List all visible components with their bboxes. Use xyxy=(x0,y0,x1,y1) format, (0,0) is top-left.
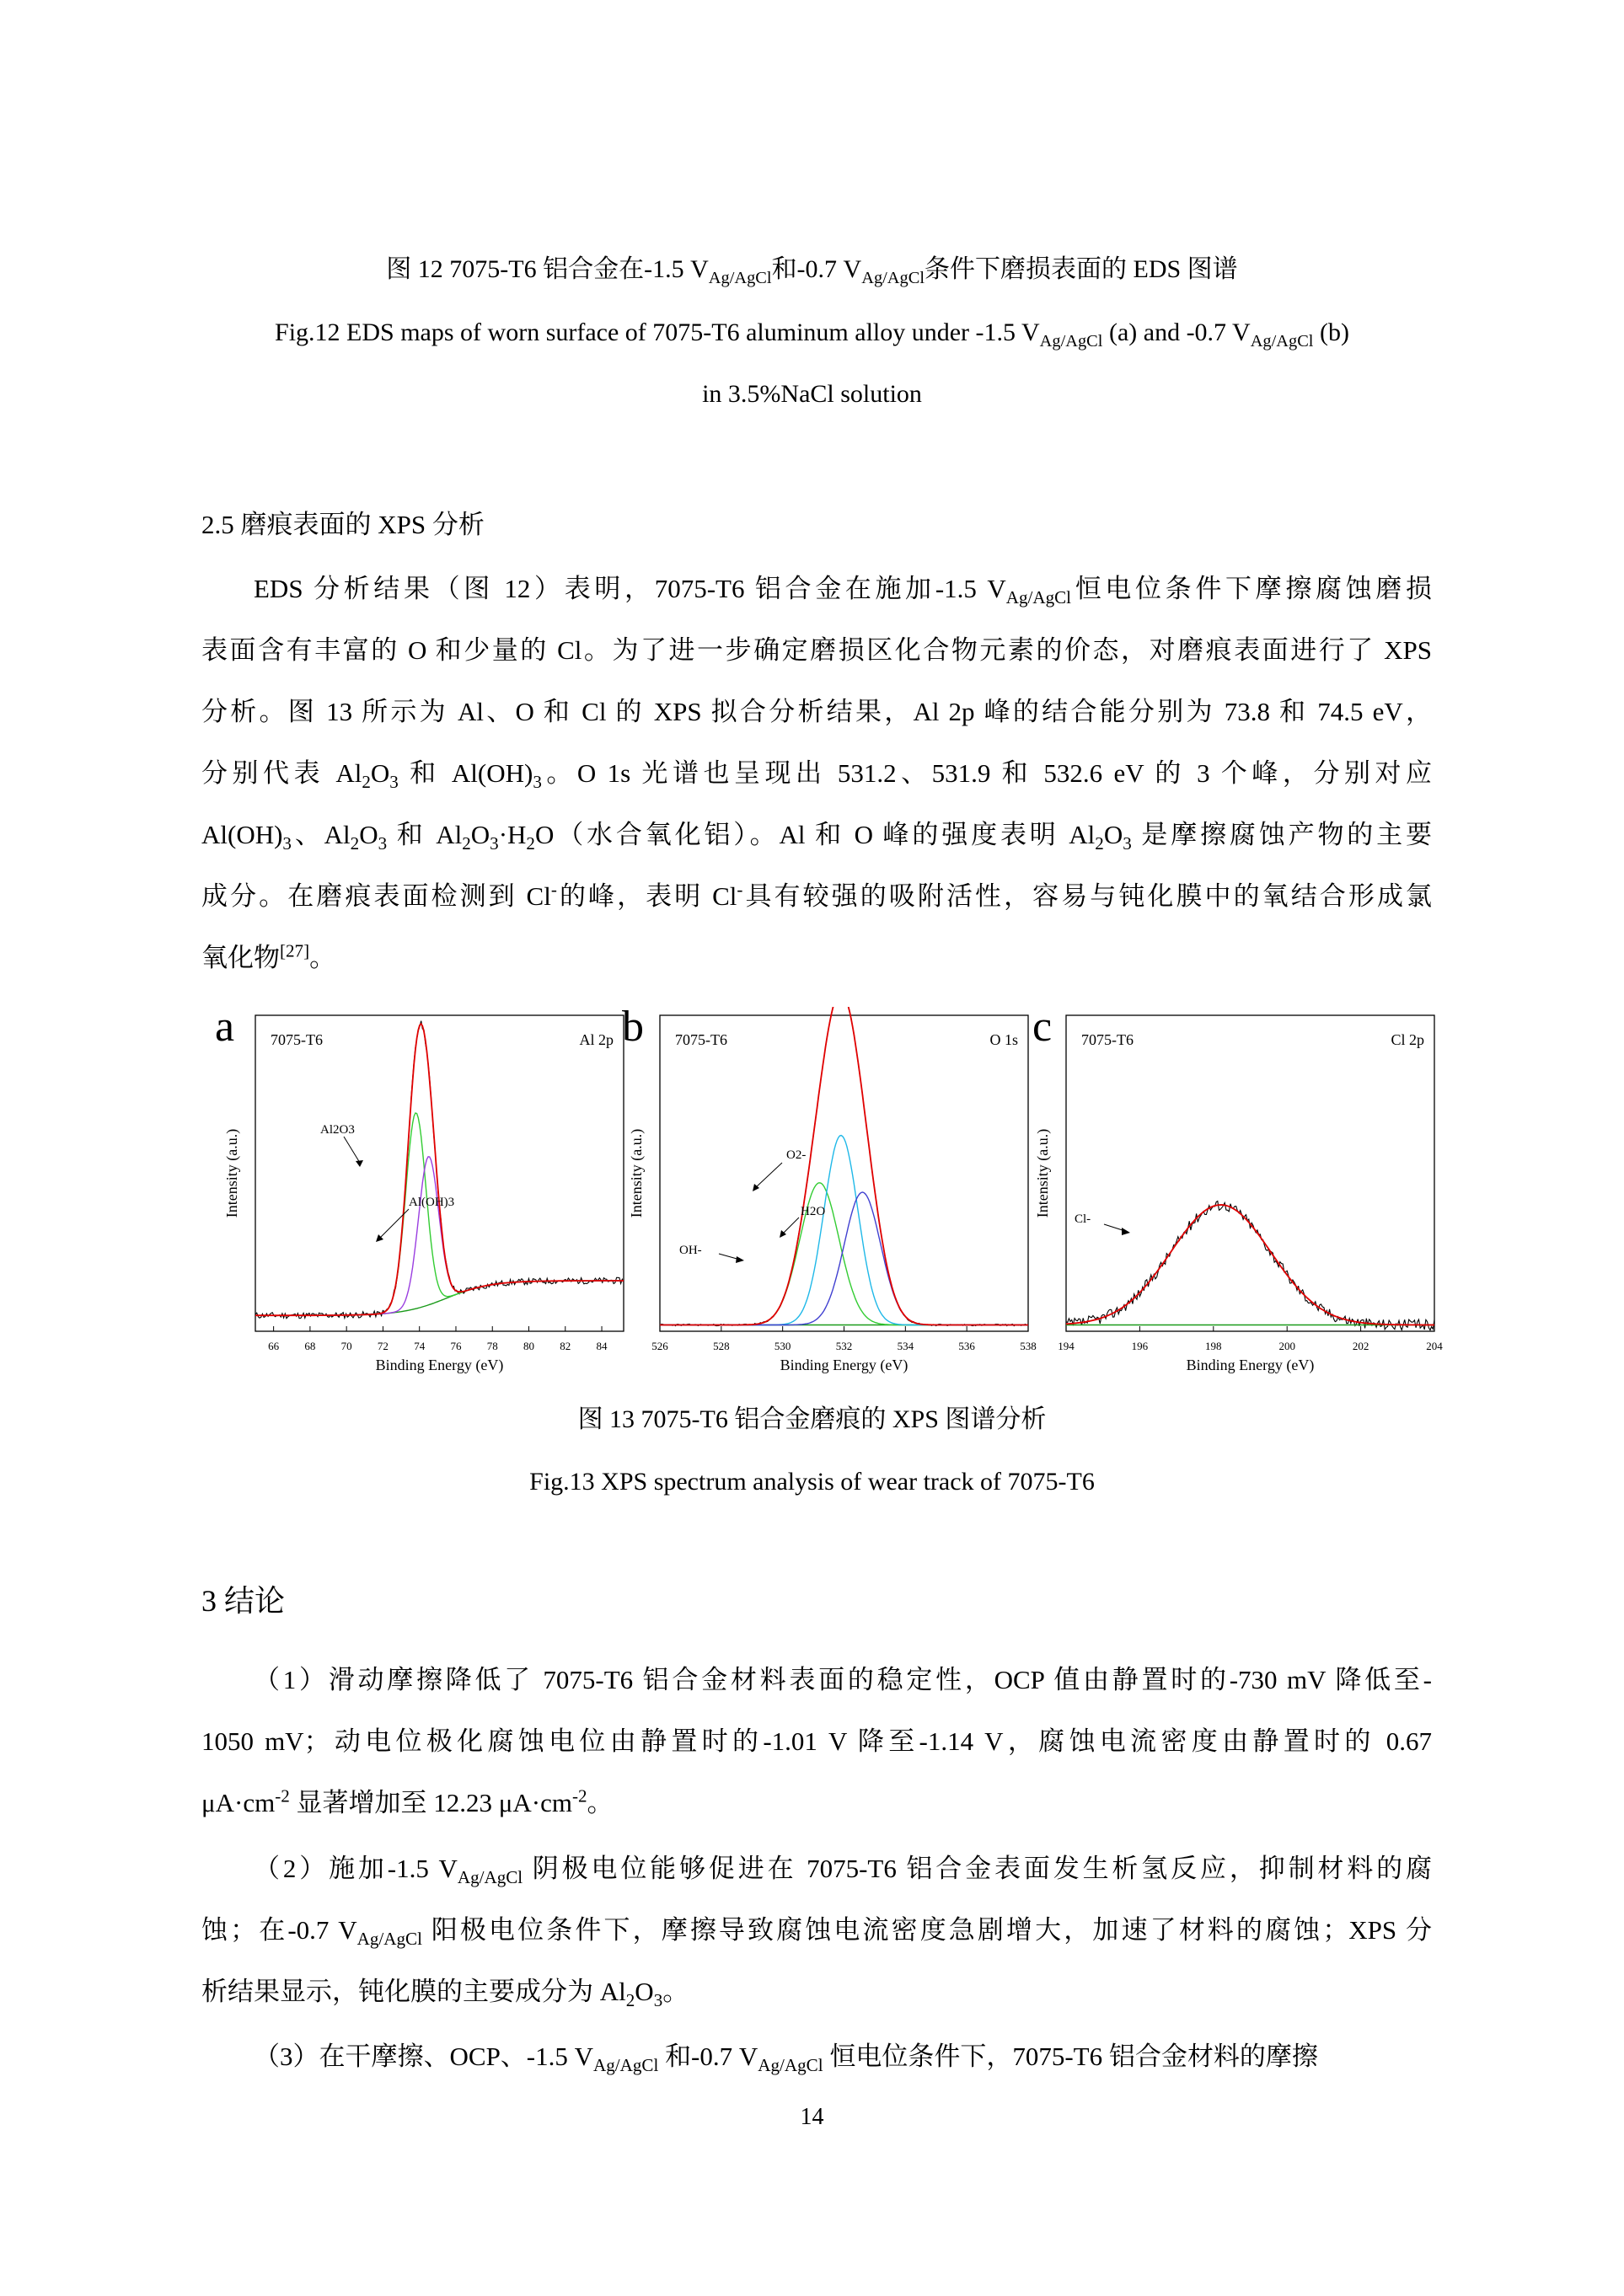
subscript: 2 xyxy=(1095,833,1104,854)
text-line xyxy=(201,1838,1432,1899)
text-run: O xyxy=(635,1977,654,2006)
text-line xyxy=(201,1899,1432,1961)
text-run: 和 Al(OH) xyxy=(398,758,533,788)
xps-cl2p-chart xyxy=(1032,1007,1445,1378)
panel-letter: a xyxy=(215,1007,235,1051)
text-run: EDS 分析结果（图 12）表明，7075-T6 铝合金在施加-1.5 V xyxy=(254,574,1006,603)
subscript: 2 xyxy=(625,1990,635,2011)
text-run: μA·cm xyxy=(201,1788,276,1817)
x-tick-label: 72 xyxy=(377,1340,389,1352)
text-line xyxy=(201,1772,1432,1833)
fig12-caption-cn: 图 12 7075-T6 铝合金在-1.5 $V_{Ag/AgCl}$和-0.7 $V_{Ag/AgCl}$条件下磨损表面的 EDS 图谱 xyxy=(386,255,1238,287)
text-line xyxy=(201,1961,1432,2022)
subscript: Ag/AgCl xyxy=(457,1867,523,1888)
page-number: 14 xyxy=(800,2104,824,2130)
envelope-line xyxy=(660,1007,1028,1325)
supscript: -2 xyxy=(571,1785,587,1806)
region-label: Cl 2p xyxy=(1391,1031,1424,1048)
xps-al2p-chart xyxy=(202,1007,640,1378)
x-tick-label: 80 xyxy=(523,1340,535,1352)
x-tick-label: 538 xyxy=(1020,1340,1037,1352)
peak-line-1 xyxy=(255,1157,624,1315)
x-tick-label: 66 xyxy=(268,1340,280,1352)
text-run: O xyxy=(359,820,378,849)
fig13-caption-cn: 图 13 7075-T6 铝合金磨痕的 XPS 图谱分析 xyxy=(577,1405,1047,1433)
peak-line-1 xyxy=(660,1136,1028,1325)
text-line xyxy=(201,619,1432,681)
arrow-head xyxy=(356,1160,363,1167)
xps-panel-b xyxy=(622,1007,1043,1382)
text-run: O（水合氧化铝）。Al 和 O 峰的强度表明 Al xyxy=(534,820,1096,849)
text-line xyxy=(201,558,1432,619)
text-run: （2）施加-1.5 V xyxy=(254,1854,458,1883)
text-run: O xyxy=(370,758,390,788)
supscript: - xyxy=(550,879,557,900)
subscript: Ag/AgCl xyxy=(1005,587,1072,608)
peak-annotation: OH- xyxy=(679,1244,702,1257)
x-tick-label: 204 xyxy=(1426,1340,1443,1352)
peak-annotation: H2O xyxy=(801,1205,826,1218)
x-tick-label: 536 xyxy=(958,1340,975,1352)
subscript: Ag/AgCl xyxy=(356,1929,422,1950)
conclusion-3 xyxy=(201,2026,1432,2087)
text-run: 1050 mV；动电位极化腐蚀电位由静置时的-1.01 V 降至-1.14 V，腐蚀电流密度由静置时的 0.67 xyxy=(201,1726,1432,1756)
x-tick-label: 84 xyxy=(596,1340,608,1352)
text-run: 。 xyxy=(587,1788,614,1817)
raw-spectrum-line xyxy=(255,1021,624,1319)
background-line xyxy=(255,1281,624,1315)
subscript: Ag/AgCl xyxy=(593,2055,659,2076)
text-run: 具有较强的吸附活性，容易与钝化膜中的氧结合形成氯 xyxy=(742,881,1433,911)
text-run: 、Al xyxy=(291,820,351,849)
fig13-caption-en: Fig.13 XPS spectrum analysis of wear track of 7075-T6 xyxy=(529,1468,1095,1496)
text-run: ·H xyxy=(498,820,527,849)
x-tick-label: 74 xyxy=(414,1340,426,1352)
plot-frame xyxy=(1066,1015,1434,1331)
xps-panel-c xyxy=(1032,1007,1445,1382)
subscript: 2 xyxy=(526,833,535,854)
x-tick-label: 68 xyxy=(304,1340,316,1352)
text-run: O xyxy=(1103,820,1123,849)
y-axis-label: Intensity (a.u.) xyxy=(628,1128,645,1218)
text-run: 蚀；在-0.7 V xyxy=(201,1915,357,1945)
annotation-arrow xyxy=(379,1209,409,1239)
y-axis-label: Intensity (a.u.) xyxy=(223,1128,240,1218)
text-run: 阴极电位能够促进在 7075-T6 铝合金表面发生析氢反应，抑制材料的腐 xyxy=(523,1854,1432,1883)
peak-annotation: Al(OH)3 xyxy=(409,1196,455,1209)
raw-spectrum-line xyxy=(660,1007,1028,1326)
subscript: 3 xyxy=(533,772,542,793)
text-run: O xyxy=(470,820,490,849)
x-tick-label: 198 xyxy=(1205,1340,1222,1352)
text-run: 分析。图 13 所示为 Al、O 和 Cl 的 XPS 拟合分析结果，Al 2p 峰的结合能分别为 73.8 和 74.5 eV， xyxy=(201,697,1432,726)
text-run: 氧化物 xyxy=(201,943,280,972)
x-tick-label: 528 xyxy=(713,1340,730,1352)
supscript: - xyxy=(737,879,743,900)
annotation-arrow xyxy=(344,1137,360,1163)
conclusion-2 xyxy=(201,1838,1432,2022)
text-run: 阳极电位条件下，摩擦导致腐蚀电流密度急剧增大，加速了材料的腐蚀；XPS 分 xyxy=(421,1915,1432,1945)
x-tick-label: 78 xyxy=(486,1340,498,1352)
x-tick-label: 530 xyxy=(774,1340,791,1352)
supscript: -2 xyxy=(275,1785,290,1806)
text-run: 恒电位条件下摩擦腐蚀磨损 xyxy=(1071,574,1432,603)
text-run: 显著增加至 12.23 μA·cm xyxy=(289,1788,572,1817)
region-label: Al 2p xyxy=(579,1031,614,1048)
conclusion-1 xyxy=(201,1649,1432,1833)
section-2-5-paragraph xyxy=(201,558,1432,988)
text-line xyxy=(201,804,1432,865)
envelope-line xyxy=(255,1024,624,1315)
text-line xyxy=(201,681,1432,742)
x-tick-label: 76 xyxy=(450,1340,462,1352)
plot-frame xyxy=(255,1015,624,1331)
section-heading-2-5: 2.5 磨痕表面的 XPS 分析 xyxy=(201,510,485,539)
text-run: 。 xyxy=(309,943,336,972)
subscript: 3 xyxy=(378,833,388,854)
peak-annotation: O2- xyxy=(786,1148,807,1162)
annotation-arrow xyxy=(782,1218,799,1234)
text-run: 表面含有丰富的 O 和少量的 Cl。为了进一步确定磨损区化合物元素的价态，对磨痕表面进行了 XPS xyxy=(201,635,1432,665)
text-line xyxy=(201,927,1432,988)
subscript: 2 xyxy=(462,833,471,854)
x-axis-label: Binding Energy (eV) xyxy=(1186,1357,1315,1373)
text-line xyxy=(201,865,1432,927)
text-run: 和-0.7 V xyxy=(658,2042,758,2071)
x-tick-label: 196 xyxy=(1131,1340,1149,1352)
subscript: 3 xyxy=(490,833,499,854)
text-run: 。 xyxy=(662,1977,689,2006)
x-axis-label: Binding Energy (eV) xyxy=(375,1357,504,1373)
annotation-arrow xyxy=(755,1163,782,1188)
text-run: 成分。在磨痕表面检测到 Cl xyxy=(201,881,551,911)
envelope-line xyxy=(1066,1205,1434,1325)
plot-frame xyxy=(660,1015,1028,1331)
text-run: 的峰，表明 Cl xyxy=(556,881,737,911)
text-run: 和 Al xyxy=(387,820,463,849)
sample-label: 7075-T6 xyxy=(675,1031,727,1048)
xps-o1s-chart xyxy=(622,1007,1043,1378)
raw-spectrum-line xyxy=(1066,1202,1434,1330)
subscript: 3 xyxy=(1123,833,1132,854)
x-tick-label: 70 xyxy=(340,1340,352,1352)
text-run: 。O 1s 光谱也呈现出 531.2、531.9 和 532.6 eV 的 3 个峰，分别对应 xyxy=(541,758,1433,788)
xps-panel-a xyxy=(202,1007,640,1382)
x-axis-label: Binding Energy (eV) xyxy=(780,1357,908,1373)
text-line xyxy=(201,1710,1432,1772)
peak-annotation: Al2O3 xyxy=(320,1123,355,1137)
subscript: 3 xyxy=(282,833,292,854)
text-run: （3）在干摩擦、OCP、-1.5 V xyxy=(254,2042,594,2071)
arrow-head xyxy=(736,1256,744,1263)
subscript: 3 xyxy=(653,1990,663,2011)
text-line xyxy=(201,2026,1432,2087)
text-run: 分别代表 Al xyxy=(201,758,362,788)
x-tick-label: 534 xyxy=(897,1340,914,1352)
sample-label: 7075-T6 xyxy=(1081,1031,1134,1048)
text-run: Al(OH) xyxy=(201,820,283,849)
x-tick-label: 194 xyxy=(1058,1340,1075,1352)
text-line xyxy=(201,1649,1432,1710)
subscript: 3 xyxy=(389,772,399,793)
subscript: Ag/AgCl xyxy=(758,2055,823,2076)
region-label: O 1s xyxy=(989,1031,1018,1048)
fig12-caption-en: Fig.12 EDS maps of worn surface of 7075-T6 aluminum alloy under -1.5 $V_{Ag/AgCl}$ (a) and -0.7 $V_{Ag/AgCl}$ (b) xyxy=(275,318,1349,351)
panel-letter: b xyxy=(622,1007,644,1051)
x-tick-label: 202 xyxy=(1352,1340,1369,1352)
peak-line-0 xyxy=(660,1183,1028,1325)
subscript: 2 xyxy=(350,833,360,854)
peak-annotation: Cl- xyxy=(1075,1212,1091,1226)
arrow-head xyxy=(1122,1228,1130,1235)
panel-letter: c xyxy=(1032,1007,1053,1051)
text-line xyxy=(201,742,1432,804)
text-run: （1）滑动摩擦降低了 7075-T6 铝合金材料表面的稳定性，OCP 值由静置时的-730 mV 降低至- xyxy=(254,1665,1432,1694)
fig12-caption-en-line2: in 3.5%NaCl solution xyxy=(702,380,922,408)
text-run: 析结果显示，钝化膜的主要成分为 Al xyxy=(201,1977,626,2006)
subscript: 2 xyxy=(362,772,371,793)
sample-label: 7075-T6 xyxy=(271,1031,323,1048)
y-axis-label: Intensity (a.u.) xyxy=(1034,1128,1051,1218)
section-heading-3: 3 结论 xyxy=(201,1584,286,1618)
x-tick-label: 526 xyxy=(651,1340,668,1352)
text-run: 是摩擦腐蚀产物的主要 xyxy=(1131,820,1433,849)
supscript: [27] xyxy=(280,940,310,961)
x-tick-label: 200 xyxy=(1278,1340,1295,1352)
x-tick-label: 82 xyxy=(560,1340,571,1352)
x-tick-label: 532 xyxy=(835,1340,853,1352)
text-run: 恒电位条件下，7075-T6 铝合金材料的摩擦 xyxy=(823,2042,1318,2071)
